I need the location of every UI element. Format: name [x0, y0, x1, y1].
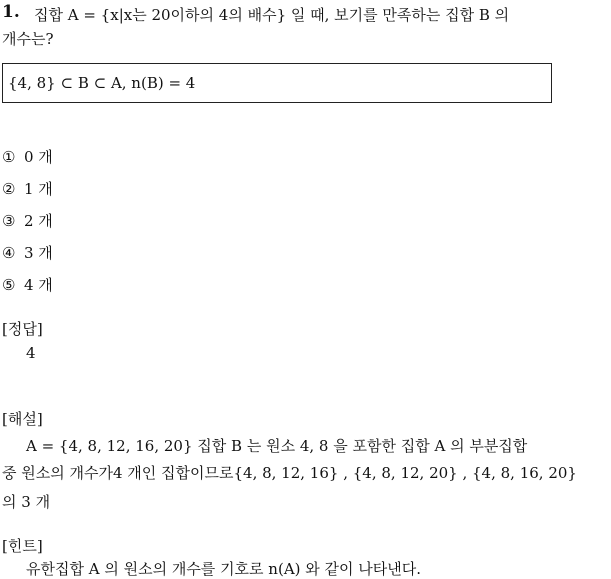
- condition-text: {4, 8} ⊂ B ⊂ A, n(B) = 4: [8, 74, 196, 92]
- explanation-label: [해설]: [2, 410, 43, 428]
- question-text-line1: 집합 A = {x|x는 20이하의 4의 배수} 일 때, 보기를 만족하는 집합 B 의: [34, 6, 510, 24]
- option-4[interactable]: [2, 242, 53, 263]
- option-5[interactable]: [2, 274, 53, 295]
- question-number: 1.: [2, 2, 20, 22]
- option-1-mark: ①: [2, 148, 16, 166]
- option-2[interactable]: [2, 178, 53, 199]
- option-3-text: 2 개: [24, 212, 53, 230]
- explanation-line3: 의 3 개: [2, 493, 51, 511]
- option-2-mark: ②: [2, 180, 16, 198]
- explanation-line2: 중 원소의 개수가4 개인 집합이므로{4, 8, 12, 16} , {4, 8, 12, 20} , {4, 8, 16, 20}: [2, 464, 577, 482]
- option-2-text: 1 개: [24, 180, 53, 198]
- option-3-mark: ③: [2, 212, 16, 230]
- option-1-text: 0 개: [24, 148, 53, 166]
- condition-box: [2, 63, 552, 103]
- explanation-line1: A = {4, 8, 12, 16, 20} 집합 B 는 원소 4, 8 을 포함한 집합 A 의 부분집합: [26, 437, 528, 455]
- hint-label: [힌트]: [2, 537, 43, 555]
- option-4-text: 3 개: [24, 244, 53, 262]
- option-1[interactable]: [2, 146, 53, 167]
- answer-label: [정답]: [2, 320, 43, 338]
- option-5-text: 4 개: [24, 276, 53, 294]
- question-text-line2: 개수는?: [2, 30, 54, 48]
- option-3[interactable]: [2, 210, 53, 231]
- hint-line1: 유한집합 A 의 원소의 개수를 기호로 n(A) 와 같이 나타낸다.: [26, 560, 422, 578]
- option-4-mark: ④: [2, 244, 16, 262]
- option-5-mark: ⑤: [2, 276, 16, 294]
- answer-value: 4: [26, 344, 36, 362]
